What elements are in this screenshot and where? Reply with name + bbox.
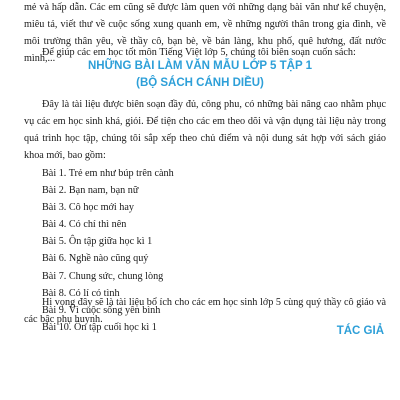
description-paragraph: Đây là tài liệu được biên soạn đầy đủ, công phu, có những bài nâng cao nhằm phục vụ các em học sinh khá, giỏi. Để tiện cho các em theo dõi và vận dụng tài liệu này trong quá trình học tập, chúng tôi sắp xếp theo chủ điểm và nội dung sát hợp với sách giáo khoa mới, bao gồm: xyxy=(24,99,386,161)
lesson-item: Bài 9. Vì cuộc sống yên bình xyxy=(42,304,161,316)
book-title: NHỮNG BÀI LÀM VĂN MẪU LỚP 5 TẬP 1 xyxy=(87,60,313,72)
author-signature: TÁC GIẢ xyxy=(336,325,384,337)
lesson-item: Bài 7. Chung sức, chung lòng xyxy=(42,270,164,282)
lesson-item: Bài 4. Có chí thì nên xyxy=(42,219,127,231)
purpose-paragraph: Để giúp các em học tốt môn Tiếng Việt lớp 5, chúng tôi biên soạn cuốn sách: xyxy=(42,47,356,58)
lesson-item: Bài 6. Nghề nào cũng quý xyxy=(42,253,149,265)
book-subtitle: (BỘ SÁCH CÁNH DIỀU) xyxy=(136,77,264,89)
lesson-item: Bài 3. Cô học mới hay xyxy=(42,202,134,214)
closing-paragraph: Hi vọng đây sẽ là tài liệu bổ ích cho các em học sinh lớp 5 cùng quý thầy cô giáo và các bậc phụ huynh. xyxy=(24,297,386,325)
lesson-item: Bài 5. Ôn tập giữa học kì 1 xyxy=(42,236,153,248)
lesson-item: Bài 8. Có lí có tình xyxy=(42,287,120,299)
lesson-item: Bài 2. Bạn nam, bạn nữ xyxy=(42,185,139,197)
lesson-item: Bài 1. Trẻ em như búp trên cành xyxy=(42,168,174,179)
intro-paragraph: mẻ và hấp dẫn. Các em cũng sẽ được làm quen với những dạng bài văn như kể chuyện, miêu tả, viết thư về cuộc sống xung quanh em, về những người thân trong gia đình, về môi trường thân yêu, về thầy cô, bạn bè, về bản làng, khu phố, quê hương, đất nước mình,... xyxy=(24,2,386,64)
lesson-item: Bài 10. Ôn tập cuối học kì 1 xyxy=(42,321,157,333)
